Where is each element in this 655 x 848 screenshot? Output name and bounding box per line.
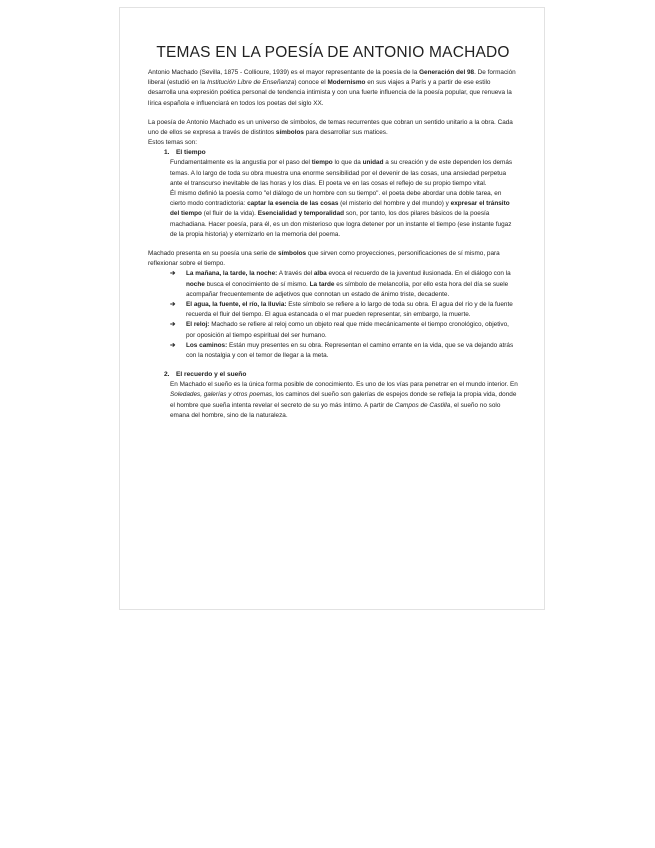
topics-intro: Estos temas son: bbox=[148, 139, 198, 147]
section-heading-recuerdo: 2. El recuerdo y el sueño bbox=[164, 371, 247, 379]
arrow-icon: ➔ bbox=[170, 321, 176, 329]
arrow-icon: ➔ bbox=[170, 341, 176, 349]
tiempo-paragraph-1: Fundamentalmente es la angustia por el paso del tiempo lo que da unidad a su creación y de este dependen los demás temas. A lo largo de toda su obra muestra una enorme sensibilidad por el devenir de las cosas, una ansiedad perpetua ante el transcurso inevitable de las horas y los días. El poeta ve en las cosas el reflejo de su propio tiempo vital. bbox=[170, 159, 513, 187]
arrow-icon: ➔ bbox=[170, 270, 176, 278]
document-title: TEMAS EN LA POESÍA DE ANTONIO MACHADO bbox=[156, 44, 510, 61]
symbol-list bbox=[170, 269, 518, 361]
list-item: ➔ Los caminos: Están muy presentes en su obra. Representan el camino errante en la vida, que se va dejando atrás con la nostalgia y con el temor de llegar a la meta. bbox=[170, 341, 514, 360]
tiempo-paragraph-2: Él mismo definió la poesía como "el diálogo de un hombre con su tiempo". el poeta debe abordar una doble tarea, en cierto modo contradictoria: captar la esencia de las cosas (el misterio del hombre y del mundo) y expresar el tránsito del tiempo (el fluir de la vida). Esencialidad y temporalidad son, por tanto, los dos pilares básicos de la poesía machadiana. Hacer poesía, para él, es un don misterioso que logra detener por un instante el tiempo (ese instante fugaz de la propia historia) y eternizarlo en la memoria del poema. bbox=[170, 190, 512, 238]
document-page bbox=[119, 7, 545, 610]
document-content bbox=[148, 44, 518, 421]
section-body-tiempo bbox=[170, 158, 518, 240]
section-body-recuerdo bbox=[170, 380, 518, 421]
list-item: ➔ El agua, la fuente, el río, la lluvia: Este símbolo se refiere a lo largo de toda su obra. El agua del río y de la fuente recuerda el fluir del tiempo. El agua estancada o el mar pueden representar, sin embargo, la muerte. bbox=[170, 301, 513, 319]
intro-paragraph: Antonio Machado (Sevilla, 1875 - Collioure, 1939) es el mayor representante de la poesía de la Generación del 98. De formación liberal (estudió en la Institución Libre de Enseñanza) conoce el Modernismo en sus viajes a París y a partir de ese estilo desarrolla una expresión poética personal de tendencia intimista y con una fuerte influencia de la poesía popular, que renueva la lírica española e influenciará en todos los poetas del siglo XX. bbox=[148, 69, 516, 107]
arrow-icon: ➔ bbox=[170, 301, 176, 309]
list-item: ➔ El reloj: Machado se refiere al reloj como un objeto real que mide mecánicamente el tiempo cronológico, objetivo, por oposición al tiempo espiritual del ser humano. bbox=[170, 321, 509, 339]
list-item: ➔ La mañana, la tarde, la noche: A través del alba evoca el recuerdo de la juventud ilusionada. En el diálogo con la noche busca el conocimiento de sí mismo. La tarde es símbolo de melancolía, por ello esta hora del día se suele acompañar frecuentemente de adjetivos que connotan un estado de ánimo triste, decadente. bbox=[170, 270, 511, 298]
section-heading-tiempo: 1. El tiempo bbox=[164, 149, 206, 157]
recuerdo-paragraph: En Machado el sueño es la única forma posible de conocimiento. Es uno de los vías para penetrar en el mundo interior. En Soledades, galerías y otros poemas, los caminos del sueño son galerías de espejos donde se refleja la propia vida, donde el hombre que sueña intenta revelar el secreto de su yo más íntimo. A partir de Campos de Castilla, el sueño no solo emana del hombre, sino de la naturaleza. bbox=[170, 381, 518, 419]
symbols-paragraph: La poesía de Antonio Machado es un universo de símbolos, de temas recurrentes que cobran un sentido unitario a la obra. Cada uno de ellos se expresa a través de distintos símbolos para desarrollar sus matices. bbox=[148, 118, 513, 137]
symbols-intro-paragraph: Machado presenta en su poesía una serie de símbolos que sirven como proyecciones, personificaciones de sí mismo, para reflexionar sobre el tiempo. bbox=[148, 250, 500, 268]
